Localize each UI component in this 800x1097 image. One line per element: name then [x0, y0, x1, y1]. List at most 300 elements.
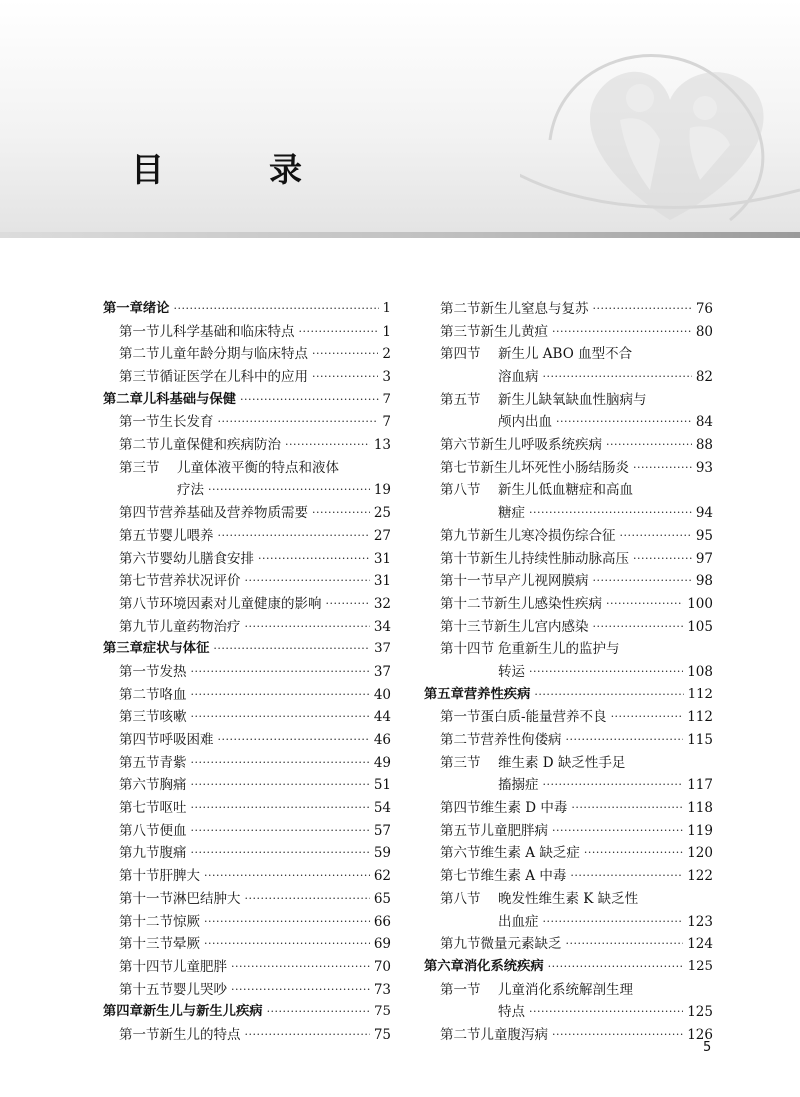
- toc-section-entry[interactable]: [424, 1024, 713, 1047]
- toc-entry-title: 胸痛: [159, 777, 187, 794]
- header-banner: [0, 0, 800, 232]
- toc-entry-page: 25: [373, 505, 391, 522]
- toc-section-entry[interactable]: [103, 1024, 391, 1047]
- toc-entry-title: 儿童肥胖病: [480, 822, 548, 839]
- toc-entry-page: 51: [373, 777, 391, 794]
- toc-entry-number: 第三节: [119, 369, 160, 386]
- toc-entry-number: 第二节: [119, 686, 160, 703]
- toc-entry-number: 第一节: [119, 1026, 160, 1043]
- toc-entry-number: 第七节: [440, 459, 481, 476]
- toc-entry-number: 第十三节: [440, 618, 494, 635]
- toc-leader-dots: [552, 1024, 683, 1047]
- toc-entry-number: 第一节: [119, 663, 160, 680]
- toc-section-entry[interactable]: [103, 752, 391, 775]
- toc-section-entry[interactable]: [103, 888, 391, 911]
- toc-leader-dots: [611, 706, 684, 729]
- toc-entry-page: 19: [373, 482, 391, 499]
- toc-leader-dots: [218, 411, 379, 434]
- toc-entry-page: 34: [373, 618, 391, 635]
- toc-section-entry[interactable]: [424, 480, 713, 503]
- toc-entry-number: 第十节: [119, 868, 160, 885]
- toc-entry-title: 消化系统疾病: [463, 958, 544, 974]
- toc-section-entry[interactable]: [103, 865, 391, 888]
- toc-leader-dots: [593, 298, 692, 321]
- toc-entry-number: 第九节: [440, 527, 481, 544]
- toc-entry-number: 第十五节: [119, 981, 173, 998]
- toc-leader-dots: [312, 366, 378, 389]
- toc-section-entry[interactable]: [424, 752, 713, 775]
- toc-section-entry[interactable]: [424, 366, 713, 389]
- toc-leader-dots: [231, 956, 370, 979]
- toc-entry-number: 第五节: [440, 822, 481, 839]
- toc-entry-page: 118: [687, 800, 713, 817]
- toc-entry-number: 第九节: [440, 936, 481, 953]
- toc-entry-number: 第四节: [119, 732, 160, 749]
- toc-entry-title: 儿科基础与保健: [142, 391, 236, 407]
- toc-entry-number: 第二节: [440, 300, 481, 317]
- toc-entry-number: 第一节: [119, 414, 160, 431]
- toc-entry-number: 第一节: [440, 709, 481, 726]
- toc-column-left: [103, 298, 391, 1047]
- page-title: 目 录: [131, 150, 338, 189]
- toc-leader-dots: [566, 729, 684, 752]
- toc-column-right: [424, 298, 713, 1047]
- toc-entry-page: 115: [687, 732, 713, 749]
- toc-leader-dots: [552, 321, 692, 344]
- toc-section-entry[interactable]: [424, 343, 713, 366]
- toc-section-entry[interactable]: [424, 729, 713, 752]
- toc-leader-dots: [312, 502, 370, 525]
- toc-entry-title: 儿科学基础和临床特点: [159, 323, 295, 340]
- toc-entry-number: 第五章: [424, 686, 464, 702]
- header-divider: [0, 232, 800, 238]
- toc-entry-number: 第十节: [440, 550, 481, 567]
- toc-entry-page: 7: [382, 391, 391, 407]
- toc-section-entry[interactable]: [103, 411, 391, 434]
- toc-entry-title: 症状与体征: [142, 641, 210, 657]
- toc-entry-page: 69: [373, 936, 391, 953]
- toc-leader-dots: [208, 479, 370, 502]
- toc-leader-dots: [240, 389, 379, 412]
- toc-chapter-entry[interactable]: [424, 956, 713, 979]
- toc-entry-page: 112: [687, 686, 713, 702]
- toc-section-entry[interactable]: [103, 684, 391, 707]
- toc-section-entry[interactable]: [424, 888, 713, 911]
- toc-leader-dots: [584, 842, 683, 865]
- toc-leader-dots: [529, 661, 683, 684]
- toc-entry-title: 呼吸困难: [159, 732, 214, 749]
- toc-leader-dots: [593, 616, 684, 639]
- toc-section-entry[interactable]: [103, 343, 391, 366]
- toc-leader-dots: [543, 366, 692, 389]
- toc-entry-title: 微量元素缺乏: [480, 936, 562, 953]
- toc-entry-page: 97: [695, 550, 713, 567]
- toc-entry-page: 59: [373, 845, 391, 862]
- toc-section-entry[interactable]: [424, 820, 713, 843]
- toc-entry-number: 第八节: [119, 595, 160, 612]
- toc-leader-dots: [534, 684, 683, 707]
- toc-entry-number: 第六节: [440, 845, 481, 862]
- toc-entry-page: 37: [374, 641, 391, 657]
- toc-entry-page: 94: [695, 505, 713, 522]
- toc-entry-page: 76: [695, 300, 713, 317]
- toc-section-entry[interactable]: [424, 843, 713, 866]
- toc-section-entry[interactable]: [103, 616, 391, 639]
- toc-entry-title: 咯血: [159, 686, 187, 703]
- toc-entry-title: 颅内出血: [498, 414, 552, 431]
- toc-leader-dots: [191, 842, 370, 865]
- toc-section-entry[interactable]: [103, 843, 391, 866]
- toc-entry-number: 第七节: [440, 868, 481, 885]
- toc-entry-title: 呕吐: [159, 800, 187, 817]
- toc-entry-number: 第一节: [119, 323, 160, 340]
- toc-entry-title: 肝脾大: [159, 868, 200, 885]
- toc-leader-dots: [218, 525, 370, 548]
- toc-entry-number: 第十四节: [119, 958, 173, 975]
- toc-leader-dots: [593, 570, 692, 593]
- toc-entry-title: 儿童年龄分期与临床特点: [159, 346, 308, 363]
- toc-section-entry[interactable]: [424, 797, 713, 820]
- toc-section-entry[interactable]: [424, 457, 713, 480]
- toc-leader-dots: [326, 593, 370, 616]
- toc-entry-number: 第二节: [440, 732, 481, 749]
- toc-section-entry[interactable]: [424, 548, 713, 571]
- toc-entry-title: 绪论: [142, 300, 170, 316]
- toc-section-entry[interactable]: [424, 321, 713, 344]
- toc-entry-title: 儿童药物治疗: [159, 618, 241, 635]
- toc-leader-dots: [191, 684, 370, 707]
- toc-entry-title: 特点: [498, 1004, 525, 1021]
- toc-entry-number: 第九节: [119, 618, 160, 635]
- toc-entry-number: 第十一节: [119, 890, 173, 907]
- toc-leader-dots: [606, 593, 683, 616]
- toc-entry-page: 49: [373, 754, 391, 771]
- toc-entry-number: 第七节: [119, 800, 160, 817]
- toc-entry-page: 7: [382, 414, 391, 431]
- toc-section-entry[interactable]: [103, 774, 391, 797]
- toc-leader-dots: [204, 865, 370, 888]
- toc-entry-title: 新生儿缺氧缺血性脑病与: [498, 391, 647, 408]
- toc-entry-page: 65: [373, 890, 391, 907]
- toc-section-entry[interactable]: [424, 593, 713, 616]
- toc-entry-title: 婴幼儿膳食安排: [159, 550, 254, 567]
- toc-section-entry[interactable]: [103, 979, 391, 1002]
- toc-leader-dots: [245, 1024, 370, 1047]
- toc-entry-page: 32: [373, 595, 391, 612]
- toc-entry-title: 婴儿哭吵: [173, 981, 227, 998]
- toc-entry-title: 维生素 A 中毒: [480, 868, 567, 885]
- toc-entry-page: 105: [687, 618, 713, 635]
- toc-entry-title: 新生儿感染性疾病: [494, 595, 602, 612]
- toc-section-entry[interactable]: [103, 933, 391, 956]
- toc-entry-number: 第四节: [440, 800, 481, 817]
- toc-entry-page: 57: [373, 822, 391, 839]
- toc-section-entry[interactable]: [103, 593, 391, 616]
- toc-entry-title: 新生儿与新生儿疾病: [142, 1004, 263, 1020]
- toc-section-entry[interactable]: [424, 570, 713, 593]
- toc-entry-page: 75: [373, 1026, 391, 1043]
- toc-entry-title: 循证医学在儿科中的应用: [159, 369, 308, 386]
- toc-entry-title: 儿童腹泻病: [480, 1026, 548, 1043]
- toc-entry-number: 第八节: [119, 822, 160, 839]
- toc-entry-number: 第五节: [119, 527, 160, 544]
- toc-entry-title: 儿童体液平衡的特点和液体: [177, 459, 339, 476]
- toc-entry-page: 40: [373, 686, 391, 703]
- toc-entry-page: 54: [373, 800, 391, 817]
- toc-section-entry[interactable]: [103, 480, 391, 503]
- toc-entry-number: 第三节: [119, 709, 160, 726]
- toc-section-entry[interactable]: [424, 911, 713, 934]
- toc-chapter-entry[interactable]: [103, 389, 391, 412]
- toc-entry-number: 第二节: [119, 437, 160, 454]
- toc-entry-title: 腹痛: [159, 845, 187, 862]
- toc-entry-number: 第十三节: [119, 936, 173, 953]
- toc-entry-title: 维生素 A 缺乏症: [480, 845, 580, 862]
- toc-leader-dots: [267, 1001, 371, 1024]
- toc-section-entry[interactable]: [103, 820, 391, 843]
- toc-entry-number: 第三章: [103, 641, 143, 657]
- toc-entry-page: 98: [695, 573, 713, 590]
- toc-entry-title: 发热: [159, 663, 187, 680]
- heart-family-logo-icon: [520, 20, 800, 232]
- toc-entry-number: 第四章: [103, 1004, 143, 1020]
- toc-leader-dots: [633, 457, 692, 480]
- toc-entry-number: 第三节: [119, 459, 160, 476]
- toc-entry-page: 93: [695, 459, 713, 476]
- toc-leader-dots: [213, 638, 370, 661]
- toc-leader-dots: [548, 956, 684, 979]
- toc-leader-dots: [529, 1001, 683, 1024]
- toc-entry-page: 73: [373, 981, 391, 998]
- toc-section-entry[interactable]: [103, 570, 391, 593]
- toc-section-entry[interactable]: [424, 616, 713, 639]
- toc-entry-page: 66: [373, 913, 391, 930]
- toc-entry-page: 126: [687, 1026, 713, 1043]
- toc-leader-dots: [191, 774, 370, 797]
- toc-leader-dots: [570, 865, 683, 888]
- toc-entry-number: 第十四节: [440, 641, 494, 658]
- toc-entry-page: 80: [695, 323, 713, 340]
- toc-leader-dots: [285, 434, 370, 457]
- toc-leader-dots: [231, 979, 370, 1002]
- toc-entry-page: 44: [373, 709, 391, 726]
- toc-entry-page: 3: [382, 369, 391, 386]
- toc-entry-title: 蛋白质-能量营养不良: [480, 709, 607, 726]
- toc-entry-page: 125: [687, 958, 713, 974]
- toc-entry-number: 第五节: [119, 754, 160, 771]
- toc-chapter-entry[interactable]: [103, 298, 391, 321]
- toc-entry-title: 溶血病: [498, 369, 539, 386]
- toc-entry-title: 糖症: [498, 505, 525, 522]
- toc-entry-title: 新生儿坏死性小肠结肠炎: [480, 459, 629, 476]
- toc-entry-title: 儿童肥胖: [173, 958, 227, 975]
- toc-leader-dots: [543, 774, 684, 797]
- toc-leader-dots: [191, 706, 370, 729]
- toc-entry-number: 第二章: [103, 391, 143, 407]
- toc-entry-title: 疗法: [177, 482, 204, 499]
- toc-leader-dots: [543, 911, 684, 934]
- toc-entry-number: 第八节: [440, 482, 481, 499]
- toc-entry-number: 第七节: [119, 573, 160, 590]
- toc-entry-title: 新生儿的特点: [159, 1026, 241, 1043]
- toc-entry-title: 新生儿 ABO 血型不合: [498, 346, 633, 363]
- toc-section-entry[interactable]: [424, 933, 713, 956]
- toc-entry-page: 84: [695, 414, 713, 431]
- toc-section-entry[interactable]: [424, 434, 713, 457]
- toc-leader-dots: [299, 321, 379, 344]
- toc-entry-title: 新生儿黄疸: [480, 323, 548, 340]
- toc-entry-number: 第六节: [119, 777, 160, 794]
- toc-entry-title: 环境因素对儿童健康的影响: [159, 595, 322, 612]
- toc-entry-number: 第九节: [119, 845, 160, 862]
- toc-entry-page: 108: [687, 663, 713, 680]
- toc-entry-page: 124: [687, 936, 713, 953]
- toc-leader-dots: [245, 570, 370, 593]
- toc-section-entry[interactable]: [103, 729, 391, 752]
- toc-entry-page: 95: [695, 527, 713, 544]
- toc-entry-title: 维生素 D 缺乏性手足: [498, 754, 626, 771]
- toc-leader-dots: [552, 820, 683, 843]
- toc-leader-dots: [529, 502, 692, 525]
- toc-section-entry[interactable]: [103, 525, 391, 548]
- toc-entry-page: 2: [382, 346, 391, 363]
- toc-entry-number: 第十二节: [440, 595, 494, 612]
- toc-section-entry[interactable]: [103, 706, 391, 729]
- toc-leader-dots: [218, 729, 370, 752]
- toc-leader-dots: [620, 525, 692, 548]
- toc-entry-title: 惊厥: [173, 913, 200, 930]
- toc-entry-number: 第三节: [440, 754, 481, 771]
- toc-entry-number: 第四节: [119, 505, 160, 522]
- toc-section-entry[interactable]: [424, 638, 713, 661]
- toc-leader-dots: [245, 616, 370, 639]
- toc-section-entry[interactable]: [424, 979, 713, 1002]
- toc-section-entry[interactable]: [424, 411, 713, 434]
- toc-section-entry[interactable]: [103, 797, 391, 820]
- toc-entry-page: 31: [373, 550, 391, 567]
- toc-leader-dots: [633, 548, 692, 571]
- toc-leader-dots: [566, 933, 684, 956]
- toc-leader-dots: [191, 752, 370, 775]
- toc-entry-number: 第十一节: [440, 573, 494, 590]
- toc-section-entry[interactable]: [424, 706, 713, 729]
- toc-entry-title: 儿童消化系统解剖生理: [498, 981, 633, 998]
- toc-entry-title: 青紫: [159, 754, 187, 771]
- toc-section-entry[interactable]: [424, 774, 713, 797]
- toc-entry-page: 46: [373, 732, 391, 749]
- toc-entry-title: 新生儿寒冷损伤综合征: [480, 527, 616, 544]
- toc-entry-number: 第四节: [440, 346, 481, 363]
- toc-leader-dots: [606, 434, 692, 457]
- toc-entry-page: 1: [382, 323, 391, 340]
- toc-leader-dots: [245, 888, 370, 911]
- toc-section-entry[interactable]: [103, 366, 391, 389]
- toc-leader-dots: [191, 797, 370, 820]
- toc-entry-page: 62: [373, 868, 391, 885]
- toc-entry-number: 第五节: [440, 391, 481, 408]
- toc-entry-number: 第六节: [440, 437, 481, 454]
- toc-section-entry[interactable]: [103, 321, 391, 344]
- toc-entry-number: 第三节: [440, 323, 481, 340]
- toc-entry-number: 第八节: [440, 890, 481, 907]
- toc-section-entry[interactable]: [424, 865, 713, 888]
- page-number: 5: [703, 1040, 712, 1055]
- toc-entry-number: 第十二节: [119, 913, 173, 930]
- toc-section-entry[interactable]: [103, 548, 391, 571]
- toc-section-entry[interactable]: [103, 661, 391, 684]
- toc-leader-dots: [312, 343, 378, 366]
- toc-section-entry[interactable]: [424, 298, 713, 321]
- toc-leader-dots: [204, 911, 370, 934]
- toc-entry-title: 营养性疾病: [463, 686, 531, 702]
- toc-entry-page: 31: [373, 573, 391, 590]
- toc-section-entry[interactable]: [424, 525, 713, 548]
- toc-entry-title: 营养基础及营养物质需要: [159, 505, 308, 522]
- toc-entry-title: 晚发性维生素 K 缺乏性: [498, 890, 639, 907]
- toc-leader-dots: [556, 411, 692, 434]
- toc-chapter-entry[interactable]: [424, 684, 713, 707]
- toc-entry-page: 112: [687, 709, 713, 726]
- toc-leader-dots: [173, 298, 378, 321]
- toc-leader-dots: [258, 548, 370, 571]
- toc-entry-number: 第一节: [440, 981, 481, 998]
- toc-entry-title: 生长发育: [159, 414, 214, 431]
- toc-entry-title: 新生儿呼吸系统疾病: [480, 437, 602, 454]
- toc-entry-page: 122: [687, 868, 713, 885]
- toc-entry-title: 儿童保健和疾病防治: [159, 437, 281, 454]
- toc-chapter-entry[interactable]: [103, 638, 391, 661]
- toc-entry-page: 125: [687, 1004, 713, 1021]
- toc-entry-title: 新生儿宫内感染: [494, 618, 589, 635]
- toc-entry-title: 营养状况评价: [159, 573, 241, 590]
- toc-entry-page: 88: [695, 437, 713, 454]
- toc-section-entry[interactable]: [103, 434, 391, 457]
- toc-section-entry[interactable]: [424, 1001, 713, 1024]
- toc-section-entry[interactable]: [103, 956, 391, 979]
- toc-entry-page: 100: [687, 595, 713, 612]
- toc-entry-page: 119: [687, 822, 713, 839]
- toc-section-entry[interactable]: [103, 457, 391, 480]
- toc-entry-number: 第六章: [424, 958, 464, 974]
- toc-entry-title: 转运: [498, 663, 525, 680]
- toc-section-entry[interactable]: [103, 911, 391, 934]
- toc-entry-title: 新生儿低血糖症和高血: [498, 482, 633, 499]
- toc-leader-dots: [191, 820, 370, 843]
- toc-entry-title: 早产儿视网膜病: [494, 573, 589, 590]
- toc-entry-title: 淋巴结肿大: [173, 890, 241, 907]
- toc-entry-title: 维生素 D 中毒: [480, 800, 568, 817]
- toc-section-entry[interactable]: [424, 502, 713, 525]
- toc-chapter-entry[interactable]: [103, 1001, 391, 1024]
- toc-section-entry[interactable]: [103, 502, 391, 525]
- toc-entry-page: 27: [373, 527, 391, 544]
- toc-entry-title: 便血: [159, 822, 187, 839]
- toc-entry-title: 婴儿喂养: [159, 527, 214, 544]
- toc-entry-page: 123: [687, 913, 713, 930]
- toc-entry-number: 第六节: [119, 550, 160, 567]
- toc-entry-title: 营养性佝偻病: [480, 732, 562, 749]
- toc-entry-page: 1: [382, 300, 391, 316]
- toc-entry-page: 70: [373, 958, 391, 975]
- toc-entry-page: 13: [373, 437, 391, 454]
- toc-entry-title: 咳嗽: [159, 709, 187, 726]
- toc-entry-title: 新生儿持续性肺动脉高压: [480, 550, 629, 567]
- toc-entry-page: 120: [687, 845, 713, 862]
- toc-section-entry[interactable]: [424, 661, 713, 684]
- toc-section-entry[interactable]: [424, 389, 713, 412]
- toc-entry-number: 第二节: [119, 346, 160, 363]
- toc-entry-page: 37: [373, 663, 391, 680]
